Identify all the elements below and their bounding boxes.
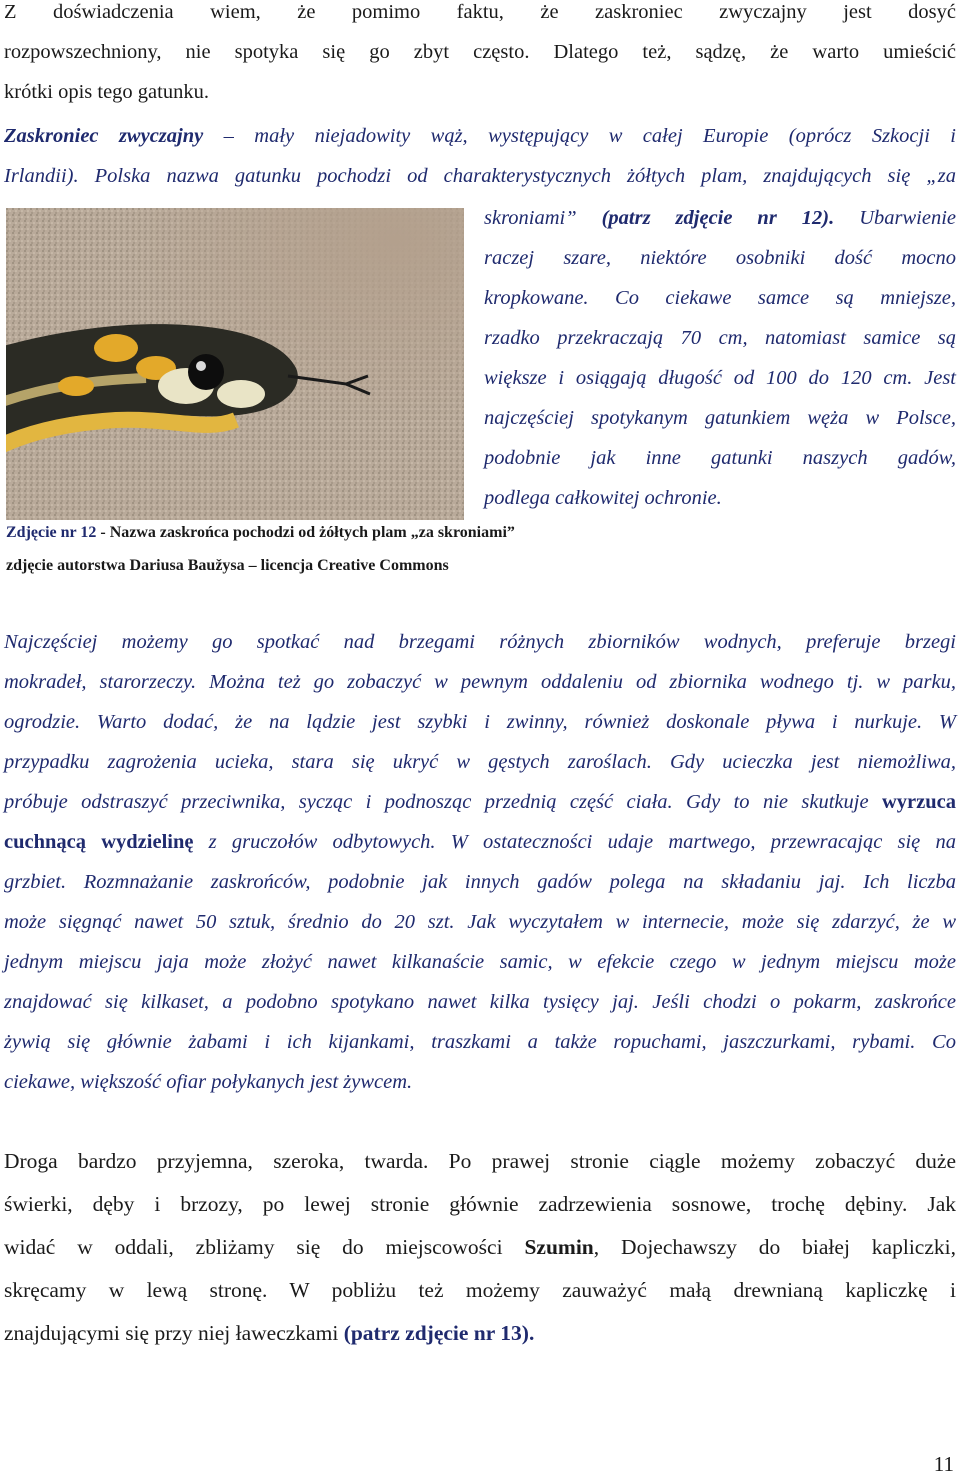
paragraph-line: jednym miejscu jaja może złożyć nawet kilkanaście samic, w efekcie czego w jednym miejscu może [4, 951, 956, 973]
side-text: Ubarwienie [859, 207, 956, 229]
paragraph-line: skręcamy w lewą stronę. W pobliżu też możemy zauważyć małą drewnianą kapliczkę i [4, 1278, 956, 1302]
paragraph-line: może sięgnąć nawet 50 sztuk, średnio do 20 szt. Jak wyczytałem w internecie, może się zdarzyć, że w [4, 911, 956, 933]
snake-photo [6, 208, 464, 520]
paragraph-line [4, 1312, 956, 1355]
paragraph-line: żywią się głównie żabami i ich kijankami, traszkami a także ropuchami, jaszczurkami, rybami. Co [4, 1031, 956, 1053]
paragraph-line: Najczęściej możemy go spotkać nad brzegami różnych zbiorników wodnych, preferuje brzegi [4, 631, 956, 653]
paragraph-line: świerki, dęby i brzozy, po lewej stronie głównie zadrzewienia sosnowe, trochę dębiny. Jak [4, 1192, 956, 1216]
paragraph-text: znajdującymi się przy niej ławeczkami [4, 1321, 344, 1345]
species-intro [4, 116, 956, 196]
paragraph-text: z gruczołów odbytowych. W ostateczności udaje martwego, przewracając się na [193, 831, 956, 853]
species-intro-text: – mały niejadowity wąż, występujący w całej Europie (oprócz Szkocji i [203, 125, 957, 147]
side-line: rzadko przekraczają 70 cm, natomiast samice są [484, 327, 956, 349]
caption-text: - Nazwa zaskrońca pochodzi od żółtych plam „za skroniami” [96, 524, 515, 541]
paragraph-line: mokradeł, starorzeczy. Można też go zobaczyć w pewnym oddaleniu od zbiornika wodnego tj. w parku, [4, 671, 956, 693]
place-name: Szumin [524, 1235, 594, 1259]
paragraph-line: ciekawe, większość ofiar połykanych jest żywcem. [4, 1071, 413, 1093]
side-line: większe i osiągają długość od 100 do 120 cm. Jest [484, 367, 956, 389]
side-line: kropkowane. Co ciekawe samce są mniejsze, [484, 287, 956, 309]
side-line: raczej szare, niektóre osobniki dość mocno [484, 247, 956, 269]
paragraph-text: widać w oddali, zbliżamy się do miejscowości [4, 1235, 525, 1259]
paragraph-line: znajdować się kilkaset, a podobno spotykano nawet kilka tysięcy jaj. Jeśli chodzi o pokarm, zaskrońce [4, 991, 956, 1013]
paragraph-line: przypadku zagrożenia ucieka, stara się ukryć w gęstych zaroślach. Gdy ucieczka jest niemożliwa, [4, 751, 956, 773]
species-intro-line: Irlandii). Polska nazwa gatunku pochodzi od charakterystycznych żółtych plam, znajdujących się „za [4, 165, 956, 187]
side-line: najczęściej spotykanym gatunkiem węża w Polsce, [484, 407, 956, 429]
caption-label: Zdjęcie nr 12 [6, 524, 97, 541]
side-description [484, 198, 956, 518]
intro-line: rozpowszechniony, nie spotyka się go zbyt często. Dlatego też, sądzę, że warto umieścić [4, 41, 956, 63]
page-number: 11 [933, 1452, 954, 1476]
paragraph-line [4, 782, 956, 822]
photo-credit: zdjęcie autorstwa Dariusa Baužysa – licencja Creative Commons [6, 557, 449, 574]
paragraph-line: grzbiet. Rozmnażanie zaskrońców, podobnie jak innych gadów polega na składaniu jaj. Ich liczba [4, 871, 956, 893]
side-line: podobnie jak inne gatunki naszych gadów, [484, 447, 956, 469]
paragraph-text: próbuje odstraszyć przeciwnika, sycząc i podnosząc przednią część ciała. Gdy to nie skutkuje [4, 791, 869, 813]
side-line: podlega całkowitej ochronie. [484, 487, 722, 509]
side-text: skroniami” [484, 207, 577, 229]
paragraph-line [4, 1226, 956, 1269]
habitat-paragraph [4, 622, 956, 1102]
paragraph-line [4, 822, 956, 862]
paragraph-text: , Dojechawszy do białej kapliczki, [593, 1235, 956, 1259]
bold-text: cuchnącą wydzielinę [4, 831, 194, 853]
species-name: Zaskroniec zwyczajny [4, 125, 204, 147]
paragraph-line: ogrodzie. Warto dodać, że na lądzie jest szybki i zwinny, również doskonale pływa i nurkuje. W [4, 711, 956, 733]
route-paragraph [4, 1140, 956, 1355]
species-intro-line [4, 116, 956, 156]
side-line [484, 198, 956, 238]
photo-caption [6, 524, 515, 542]
photo-reference: (patrz zdjęcie nr 13). [343, 1321, 535, 1345]
intro-paragraph [4, 0, 956, 112]
bold-text: wyrzuca [881, 791, 956, 813]
intro-line: krótki opis tego gatunku. [4, 81, 209, 103]
paragraph-line: Droga bardzo przyjemna, szeroka, twarda. Po prawej stronie ciągle możemy zobaczyć duże [4, 1149, 956, 1173]
photo-reference: (patrz zdjęcie nr 12). [601, 207, 835, 229]
intro-line: Z doświadczenia wiem, że pomimo faktu, że zaskroniec zwyczajny jest dosyć [4, 1, 956, 23]
